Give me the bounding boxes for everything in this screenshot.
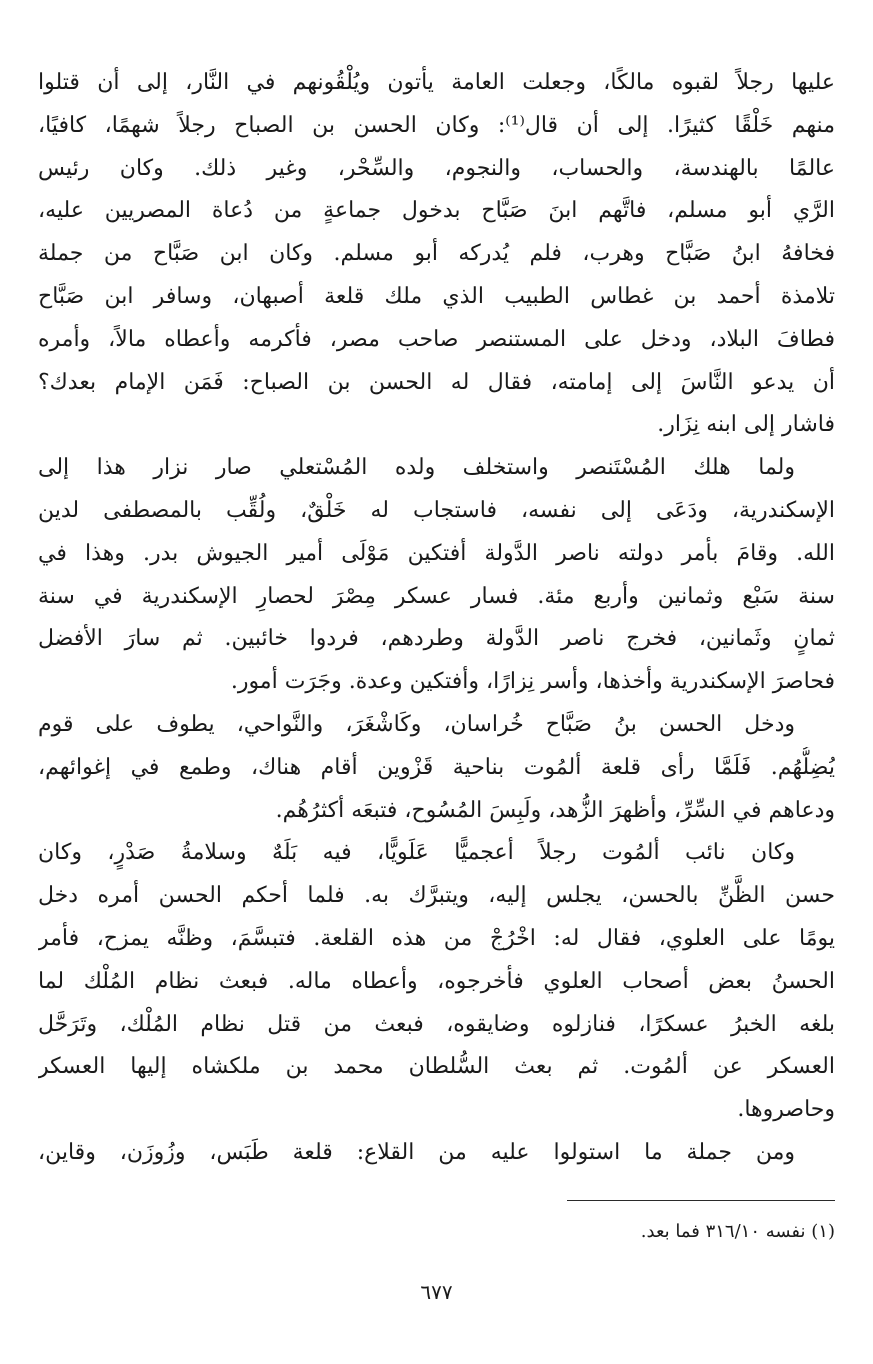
text-line: ثمانٍ وثَمانين، فخرج ناصر الدَّولة وطردهم، فردوا خائبين. ثم سارَ الأفضل: [38, 626, 835, 652]
text-line: منهم خَلْقًا كثيرًا. إلى أن قال⁽¹⁾: وكان الحسن بن الصباح رجلاً شهمًا، كافيًا،: [38, 112, 835, 138]
text-line: يُضِلُّهُم. فَلَمَّا رأى قلعة ألمُوت بناحية قَزْوين أقام هناك، وطمع في إغوائهم،: [38, 754, 835, 780]
text-line: أن يدعو النَّاسَ إلى إمامته، فقال له الحسن بن الصباح: فَمَن الإمام بعدك؟: [38, 369, 835, 395]
page-number: ٦٧٧: [420, 1280, 453, 1304]
text-line-paragraph-end: فحاصرَ الإسكندرية وأخذها، وأسر نِزارًا، وأفتكين وعدة. وجَرَت أمور.: [230, 669, 835, 695]
text-line: الرَّي أبو مسلم، فاتَّهم ابنَ صَبَّاح بدخول جماعةٍ من دُعاة المصريين عليه،: [38, 198, 835, 224]
body-text: [38, 62, 835, 1175]
text-line-paragraph-end: وحاصروها.: [737, 1097, 835, 1123]
text-line: يومًا على العلوي، فقال له: اخْرُجْ من هذه القلعة. فتبسَّمَ، وظنَّه يمزح، فأمر: [38, 925, 835, 951]
text-line: الإسكندرية، ودَعَى إلى نفسه، فاستجاب له خَلْقٌ، ولُقِّب بالمصطفى لدين: [38, 497, 835, 523]
text-line: بلغه الخبرُ عسكرًا، فنازلوه وضايقوه، فبعث من قتل نظام المُلْك، وتَرَحَّل: [38, 1011, 835, 1037]
text-line: ولما هلك المُسْتَنصر واستخلف ولده المُسْتعلي صار نزار هذا إلى: [38, 455, 795, 481]
text-line: فطافَ البلاد، ودخل على المستنصر صاحب مصر، فأكرمه وأعطاه مالاً، وأمره: [38, 326, 835, 352]
text-line: ودخل الحسن بنُ صَبَّاح خُراسان، وكَاشْغَرَ، والنَّواحي، يطوف على قوم: [38, 711, 795, 737]
text-line: عليها رجلاً لقبوه مالكًا، وجعلت العامة يأتون ويُلْقُونهم في النَّار، إلى أن قتلوا: [38, 70, 835, 95]
text-line: الله. وقامَ بأمر دولته ناصر الدَّولة أفتكين مَوْلَى أمير الجيوش بدر. وهذا في: [38, 540, 835, 566]
text-line: الحسنُ بعض أصحاب العلوي فأخرجوه، وأعطاه ماله. فبعث نظام المُلْك لما: [38, 968, 835, 994]
text-line: عالمًا بالهندسة، والحساب، والنجوم، والسِّحْر، وغير ذلك. وكان رئيس: [38, 155, 835, 181]
text-line: فخافهُ ابنُ صَبَّاح وهرب، فلم يُدركه أبو مسلم. وكان ابن صَبَّاح من جملة: [38, 241, 835, 267]
text-line-paragraph-end: ودعاهم في السِّرِّ، وأظهرَ الزُّهد، ولَبِسَ المُسُوح، فتبعَه أكثرُهُم.: [275, 797, 835, 823]
text-line: تلامذة أحمد بن غطاس الطبيب الذي ملك قلعة أصبهان، وسافر ابن صَبَّاح: [38, 283, 835, 309]
footnote-divider: [567, 1200, 835, 1201]
text-line: العسكر عن ألمُوت. ثم بعث السُّلطان محمد بن ملكشاه إليها العسكر: [38, 1054, 835, 1080]
footnote: (١) نفسه ٣١٦/١٠ فما بعد.: [640, 1221, 835, 1242]
text-line: وكان نائب ألمُوت رجلاً أعجميًّا عَلَويًّا، فيه بَلَهٌ وسلامةُ صَدْرٍ، وكان: [38, 840, 795, 866]
text-line: ومن جملة ما استولوا عليه من القلاع: قلعة طَبَس، وزُوزَن، وقاين،: [38, 1139, 795, 1165]
text-line: حسن الظَّنِّ بالحسن، يجلس إليه، ويتبرَّك به. فلما أحكم الحسن أمره دخل: [38, 883, 835, 909]
text-line: سنة سَبْع وثمانين وأربع مئة. فسار عسكر مِصْرَ لحصارِ الإسكندرية في سنة: [38, 583, 835, 609]
text-line-paragraph-end: فاشار إلى ابنه نِزَار.: [657, 412, 835, 438]
